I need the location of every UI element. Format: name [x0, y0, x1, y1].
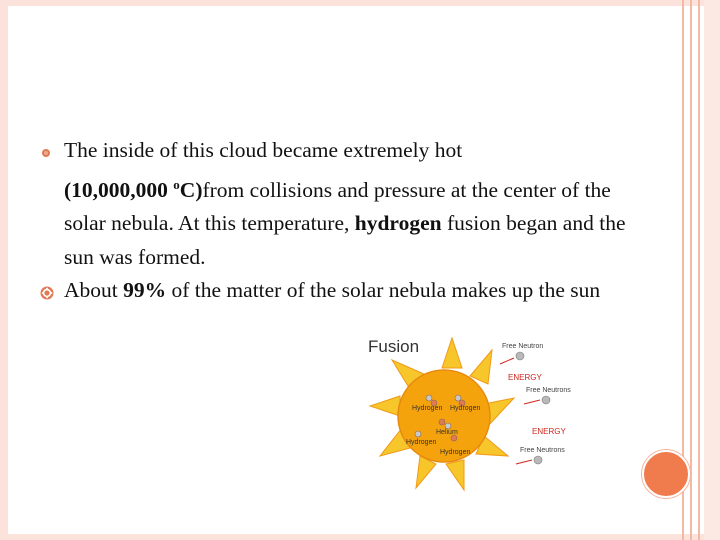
- dot-icon: [41, 148, 51, 158]
- temperature-value: (10,000,000: [64, 177, 174, 202]
- accent-circle: [642, 450, 690, 498]
- bullet-item: [40, 134, 630, 274]
- right-band: [704, 0, 720, 540]
- neutron-particle: [516, 352, 524, 360]
- bullet-item: [40, 274, 630, 308]
- bullet-text: fusion began and the sun was formed.: [64, 211, 626, 269]
- fusion-illustration: [358, 330, 588, 496]
- bullet-list: [40, 134, 630, 308]
- bullet-text: from collisions and pressure at the center of the solar nebula. At this temperature,: [64, 177, 611, 236]
- neutron-particle: [534, 456, 542, 464]
- arrow: [500, 358, 514, 364]
- free-neutron-label: Free Neutron: [502, 343, 544, 350]
- energy-label: ENERGY: [532, 427, 566, 436]
- hydrogen-label: Hydrogen: [412, 405, 443, 412]
- energy-label: ENERGY: [508, 373, 542, 382]
- bullet-text: of the matter of the solar nebula makes up the sun: [166, 278, 601, 303]
- fusion-diagram: [358, 330, 588, 496]
- neutron-particle: [542, 396, 550, 404]
- hydrogen-label: Hydrogen: [440, 449, 471, 456]
- hydrogen-label: Hydrogen: [406, 439, 437, 446]
- hydrogen-keyword: hydrogen: [354, 211, 442, 236]
- helium-label: Helium: [436, 429, 458, 436]
- bullet-text: The inside of this cloud became extremely hot: [64, 138, 463, 162]
- arrow: [524, 400, 540, 404]
- hydrogen-label: Hydrogen: [450, 405, 481, 412]
- right-rail-line: [698, 0, 700, 540]
- gear-icon: [40, 286, 54, 300]
- temperature-unit: C): [179, 177, 203, 202]
- left-border: [0, 0, 8, 540]
- arrow: [516, 460, 532, 464]
- top-border: [0, 0, 720, 6]
- percent-value: 99%: [123, 278, 167, 303]
- bottom-border: [0, 534, 720, 540]
- right-rail-line: [690, 0, 692, 540]
- diagram-title: Fusion: [368, 337, 420, 356]
- free-neutrons-label: Free Neutrons: [526, 387, 571, 394]
- free-neutrons-label: Free Neutrons: [520, 447, 565, 454]
- degree-symbol: o: [173, 176, 180, 192]
- bullet-text: About: [64, 278, 124, 303]
